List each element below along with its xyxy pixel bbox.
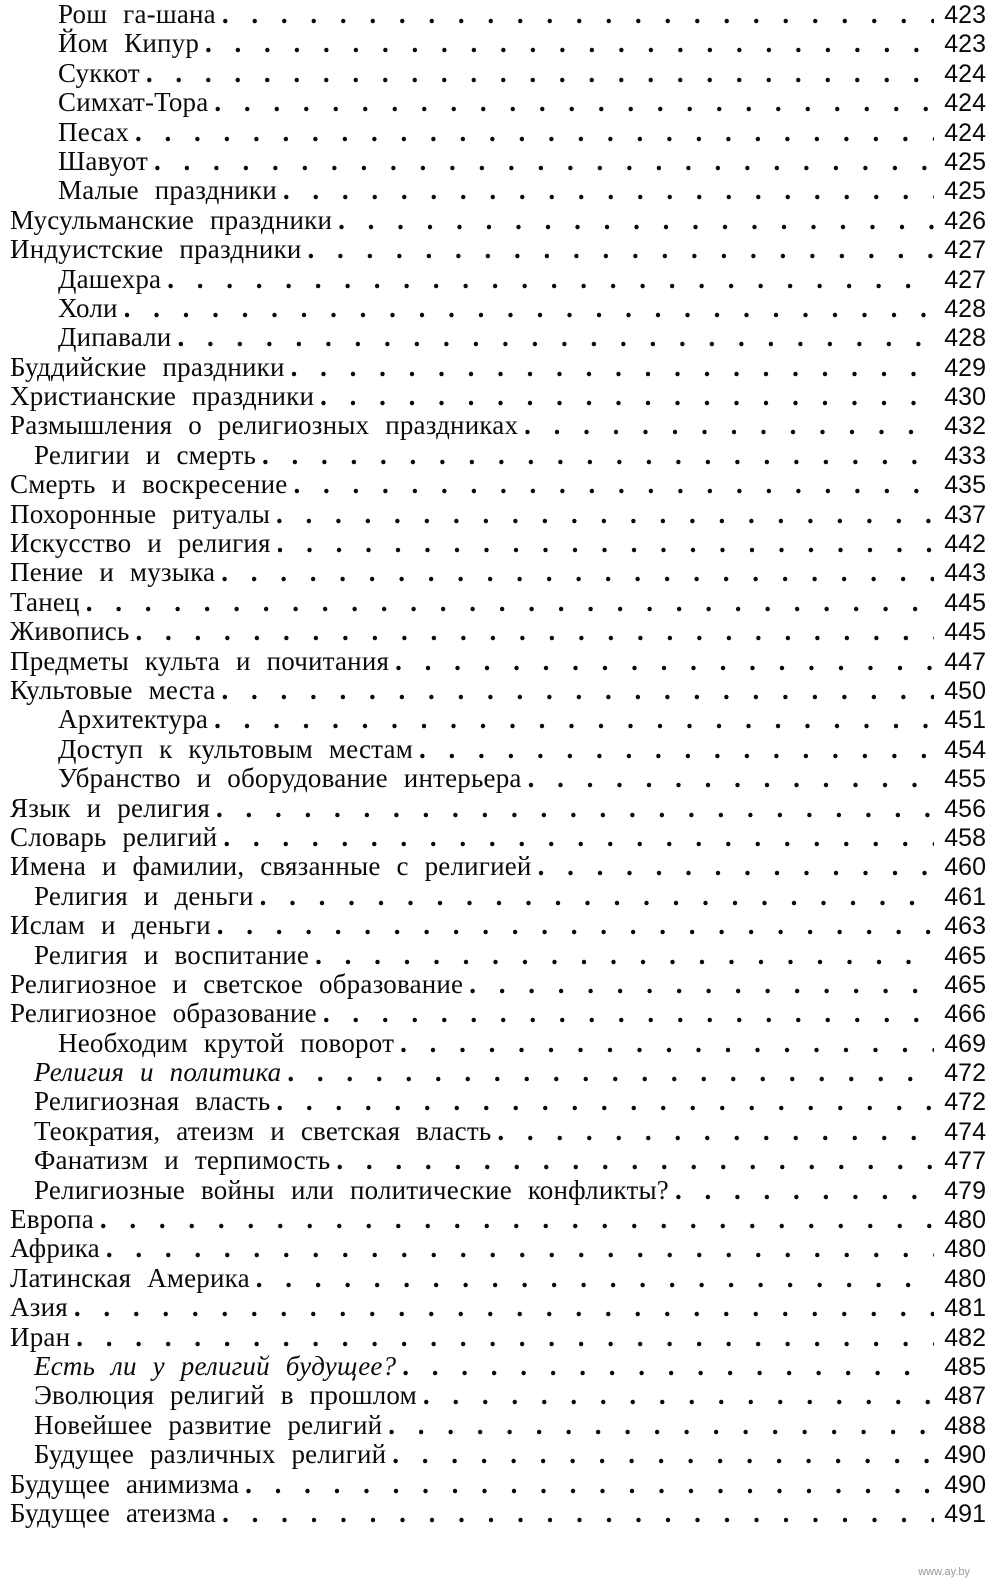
toc-entry-title: Религия и политика — [34, 1057, 282, 1088]
toc-entry — [10, 147, 986, 176]
toc-dot-leader — [148, 147, 934, 176]
toc-entry-title: Доступ к культовым местам — [58, 733, 413, 764]
toc-dot-leader — [217, 823, 934, 852]
toc-dot-leader — [94, 1205, 934, 1234]
toc-entry-title: Йом Кипур — [58, 28, 200, 59]
toc-entry-title: Симхат-Тора — [58, 87, 209, 118]
toc-dot-leader — [332, 206, 934, 235]
toc-dot-leader — [396, 1352, 934, 1381]
toc-entry-page: 482 — [944, 1323, 986, 1352]
toc-entry — [10, 1352, 986, 1381]
toc-entry-title: Размышления о религиозных праздниках — [10, 410, 519, 441]
toc-entry-page: 424 — [944, 89, 986, 118]
toc-entry-page: 447 — [944, 647, 986, 676]
toc-dot-leader — [70, 1323, 934, 1352]
toc-entry — [10, 1470, 986, 1499]
toc-dot-leader — [413, 735, 934, 764]
toc-dot-leader — [270, 1087, 934, 1116]
toc-entry-page: 490 — [944, 1470, 986, 1499]
toc-entry-page: 445 — [944, 618, 986, 647]
toc-entry-page: 424 — [944, 59, 986, 88]
toc-entry-page: 428 — [944, 294, 986, 323]
toc-entry-title: Религиозные войны или политические конфликты? — [34, 1174, 669, 1205]
toc-entry-title: Живопись — [10, 616, 130, 647]
toc-dot-leader — [211, 911, 934, 940]
toc-dot-leader — [210, 794, 934, 823]
toc-dot-leader — [118, 294, 934, 323]
toc-entry — [10, 647, 986, 676]
toc-entry — [10, 794, 986, 823]
toc-entry-title: Будущее анимизма — [10, 1468, 240, 1499]
toc-entry — [10, 882, 986, 911]
toc-entry-page: 427 — [944, 265, 986, 294]
toc-entry-title: Суккот — [58, 57, 140, 88]
toc-entry-page: 428 — [944, 324, 986, 353]
toc-dot-leader — [256, 441, 934, 470]
toc-entry-title: Архитектура — [58, 704, 209, 735]
toc-entry — [10, 470, 986, 499]
toc-entry-title: Будущее различных религий — [34, 1439, 387, 1470]
toc-entry — [10, 823, 986, 852]
toc-dot-leader — [129, 118, 934, 147]
toc-dot-leader — [394, 1029, 934, 1058]
toc-entry — [10, 1087, 986, 1116]
toc-entry-title: Индуистские праздники — [10, 234, 302, 265]
toc-entry — [10, 294, 986, 323]
toc-dot-leader — [130, 617, 934, 646]
toc-dot-leader — [491, 1117, 934, 1146]
toc-entry-page: 460 — [944, 853, 986, 882]
toc-entry-title: Холи — [58, 292, 118, 323]
toc-entry — [10, 588, 986, 617]
toc-dot-leader — [287, 470, 934, 499]
toc-dot-leader — [68, 1293, 934, 1322]
toc-entry-title: Язык и религия — [10, 792, 211, 823]
toc-entry — [10, 411, 986, 440]
toc-entry-page: 481 — [944, 1294, 986, 1323]
toc-entry-page: 445 — [944, 588, 986, 617]
toc-entry-page: 425 — [944, 147, 986, 176]
toc-entry-page: 451 — [944, 706, 986, 735]
toc-entry-page: 488 — [944, 1411, 986, 1440]
toc-entry — [10, 1146, 986, 1175]
toc-dot-leader — [250, 1264, 934, 1293]
toc-entry-page: 456 — [944, 794, 986, 823]
toc-entry-title: Латинская Америка — [10, 1262, 250, 1293]
toc-dot-leader — [330, 1146, 934, 1175]
toc-entry-title: Смерть и воскресение — [10, 469, 288, 500]
toc-entry-page: 472 — [944, 1088, 986, 1117]
toc-dot-leader — [208, 88, 934, 117]
toc-entry — [10, 764, 986, 793]
toc-entry — [10, 1176, 986, 1205]
toc-entry — [10, 323, 986, 352]
toc-entry-page: 442 — [944, 530, 986, 559]
toc-dot-leader — [215, 676, 934, 705]
toc-entry — [10, 1058, 986, 1087]
toc-entry — [10, 911, 986, 940]
toc-entry — [10, 970, 986, 999]
toc-entry-title: Ислам и деньги — [10, 910, 211, 941]
toc-entry-title: Новейшее развитие религий — [34, 1409, 383, 1440]
toc-entry-title: Необходим крутой поворот — [58, 1027, 395, 1058]
toc-entry — [10, 353, 986, 382]
toc-dot-leader — [518, 411, 934, 440]
watermark: www.ay.by — [918, 1566, 970, 1578]
toc-entry-page: 455 — [944, 765, 986, 794]
toc-entry-page: 435 — [944, 471, 986, 500]
toc-entry-title: Фанатизм и терпимость — [34, 1145, 331, 1176]
toc-entry — [10, 558, 986, 587]
toc-entry-page: 466 — [944, 1000, 986, 1029]
toc-entry — [10, 1234, 986, 1263]
toc-entry-page: 454 — [944, 735, 986, 764]
toc-entry — [10, 176, 986, 205]
toc-entry — [10, 676, 986, 705]
toc-entry-page: 423 — [944, 30, 986, 59]
toc-entry-title: Африка — [10, 1233, 100, 1264]
toc-entry-title: Искусство и религия — [10, 528, 271, 559]
toc-entry — [10, 1440, 986, 1469]
toc-entry-page: 461 — [944, 882, 986, 911]
toc-entry-title: Убранство и оборудование интерьера — [58, 763, 522, 794]
toc-entry-page: 430 — [944, 383, 986, 412]
toc-entry-title: Религия и деньги — [34, 880, 254, 911]
toc-entry — [10, 441, 986, 470]
toc-entry-title: Религии и смерть — [34, 439, 256, 470]
toc-entry-title: Христианские праздники — [10, 381, 315, 412]
toc-entry-title: Дипавали — [58, 322, 172, 353]
toc-dot-leader — [239, 1470, 934, 1499]
toc-entry-page: 465 — [944, 970, 986, 999]
toc-entry — [10, 235, 986, 264]
toc-dot-leader — [281, 1058, 934, 1087]
toc-entry-page: 477 — [944, 1147, 986, 1176]
toc-entry-page: 429 — [944, 353, 986, 382]
toc-dot-leader — [463, 970, 934, 999]
toc-entry-page: 433 — [944, 441, 986, 470]
toc-entry — [10, 1381, 986, 1410]
toc-entry — [10, 852, 986, 881]
toc-dot-leader — [417, 1381, 934, 1410]
toc-entry — [10, 705, 986, 734]
toc-dot-leader — [254, 882, 934, 911]
toc-dot-leader — [277, 176, 934, 205]
toc-entry-title: Буддийские праздники — [10, 351, 285, 382]
toc-entry-page: 443 — [944, 559, 986, 588]
toc-entry-title: Песах — [58, 116, 129, 147]
toc-entry — [10, 88, 986, 117]
toc-entry — [10, 29, 986, 58]
toc-entry-title: Словарь религий — [10, 821, 218, 852]
toc-entry — [10, 735, 986, 764]
toc-dot-leader — [382, 1411, 934, 1440]
toc-entry-page: 487 — [944, 1382, 986, 1411]
toc-entry-page: 432 — [944, 412, 986, 441]
toc-entry-page: 437 — [944, 500, 986, 529]
toc-entry — [10, 265, 986, 294]
toc-dot-leader — [317, 999, 934, 1028]
toc-entry — [10, 382, 986, 411]
toc-entry-title: Шавуот — [58, 145, 149, 176]
toc-entry-page: 423 — [944, 1, 986, 29]
toc-entry-title: Есть ли у религий будущее? — [34, 1350, 397, 1381]
toc-entry-page: 480 — [944, 1206, 986, 1235]
toc-dot-leader — [100, 1234, 934, 1263]
toc-dot-leader — [216, 1499, 934, 1528]
toc-entry — [10, 1117, 986, 1146]
toc-dot-leader — [171, 323, 934, 352]
toc-entry — [10, 1029, 986, 1058]
toc-entry-page: 425 — [944, 177, 986, 206]
toc-dot-leader — [216, 0, 934, 29]
toc-entry — [10, 206, 986, 235]
toc-entry-page: 465 — [944, 941, 986, 970]
toc-entry-title: Религия и воспитание — [34, 939, 310, 970]
toc-entry-title: Иран — [10, 1321, 71, 1352]
toc-entry — [10, 1293, 986, 1322]
toc-entry — [10, 1499, 986, 1528]
toc-entry-title: Европа — [10, 1204, 94, 1235]
toc-entry-page: 480 — [944, 1264, 986, 1293]
toc-entry-page: 490 — [944, 1441, 986, 1470]
toc-entry — [10, 999, 986, 1028]
toc-entry-page: 485 — [944, 1352, 986, 1381]
toc-entry — [10, 941, 986, 970]
toc-entry-title: Будущее атеизма — [10, 1497, 217, 1528]
toc-entry-title: Культовые места — [10, 674, 216, 705]
toc-dot-leader — [215, 558, 934, 587]
toc-entry-title: Танец — [10, 586, 80, 617]
toc-entry-title: Эволюция религий в прошлом — [34, 1380, 417, 1411]
toc-dot-leader — [669, 1176, 934, 1205]
toc-entry-title: Религиозная власть — [34, 1086, 271, 1117]
toc-entry-page: 458 — [944, 823, 986, 852]
toc-entry — [10, 59, 986, 88]
toc-dot-leader — [271, 529, 934, 558]
toc-dot-leader — [140, 59, 934, 88]
toc-dot-leader — [532, 852, 934, 881]
toc-dot-leader — [161, 265, 934, 294]
toc-entry-page: 424 — [944, 118, 986, 147]
toc-dot-leader — [314, 382, 934, 411]
toc-entry — [10, 0, 986, 29]
toc-entry-page: 474 — [944, 1117, 986, 1146]
toc-dot-leader — [199, 29, 934, 58]
toc-entry-page: 479 — [944, 1176, 986, 1205]
toc-entry-title: Малые праздники — [58, 175, 277, 206]
toc-entry — [10, 1411, 986, 1440]
toc-entry — [10, 500, 986, 529]
toc-dot-leader — [386, 1440, 934, 1469]
toc-entry-page: 427 — [944, 236, 986, 265]
toc-entry — [10, 617, 986, 646]
toc-entry-title: Религиозное образование — [10, 998, 317, 1029]
toc-dot-leader — [80, 588, 934, 617]
toc-dot-leader — [208, 705, 934, 734]
toc-entry-title: Азия — [10, 1292, 68, 1323]
toc-entry-page: 469 — [944, 1029, 986, 1058]
toc-entry-page: 426 — [944, 206, 986, 235]
toc-entry-title: Рош га-шана — [58, 0, 216, 29]
toc-entry-title: Пение и музыка — [10, 557, 216, 588]
toc-entry-title: Похоронные ритуалы — [10, 498, 271, 529]
toc-entry — [10, 118, 986, 147]
toc-dot-leader — [522, 764, 934, 793]
toc-entry — [10, 529, 986, 558]
table-of-contents — [10, 0, 986, 1528]
toc-entry — [10, 1205, 986, 1234]
toc-entry — [10, 1323, 986, 1352]
toc-entry — [10, 1264, 986, 1293]
toc-entry-title: Религиозное и светское образование — [10, 968, 464, 999]
toc-entry-page: 472 — [944, 1059, 986, 1088]
toc-entry-title: Мусульманские праздники — [10, 204, 333, 235]
toc-entry-page: 480 — [944, 1235, 986, 1264]
toc-dot-leader — [302, 235, 934, 264]
toc-dot-leader — [389, 647, 934, 676]
toc-entry-title: Теократия, атеизм и светская власть — [34, 1115, 492, 1146]
toc-entry-page: 450 — [944, 676, 986, 705]
toc-entry-page: 491 — [944, 1499, 986, 1528]
toc-entry-page: 463 — [944, 912, 986, 941]
toc-entry-title: Имена и фамилии, связанные с религией — [10, 851, 532, 882]
toc-entry-title: Предметы культа и почитания — [10, 645, 390, 676]
toc-dot-leader — [309, 941, 934, 970]
toc-dot-leader — [285, 353, 934, 382]
toc-entry-title: Дашехра — [58, 263, 162, 294]
toc-dot-leader — [270, 500, 934, 529]
